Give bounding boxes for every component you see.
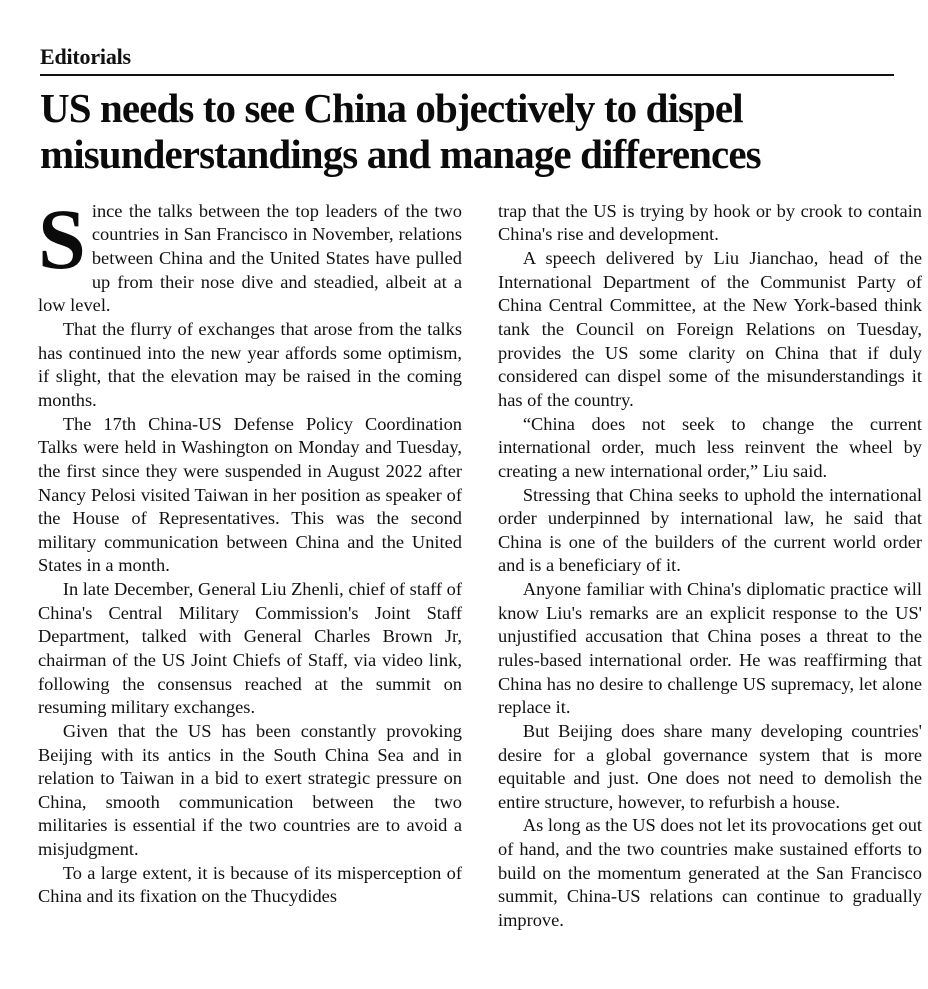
paragraph: Stressing that China seeks to uphold the international order underpinned by international law, he said that China is one of the builders of the current world order and is a beneficiary of it.: [498, 484, 922, 576]
left-column: [38, 190, 462, 933]
right-column: [498, 200, 922, 933]
paragraph: Given that the US has been constantly provoking Beijing with its antics in the South China Sea and in relation to Taiwan in a bid to exert strategic pressure on China, smooth communication between the two militaries is essential if the two countries are to avoid a misjudgment.: [38, 720, 462, 860]
page-title: US needs to see China objectively to dispel misunderstandings and manage differences: [40, 85, 761, 177]
paragraph: “China does not seek to change the current international order, much less reinvent the wheel by creating a new international order,” Liu said.: [498, 413, 922, 481]
paragraph: Anyone familiar with China's diplomatic practice will know Liu's remarks are an explicit response to the US' unjustified accusation that China poses a threat to the rules-based international order. He was reaffirming that China has no desire to challenge US supremacy, let alone replace it.: [498, 579, 922, 718]
paragraph: In late December, General Liu Zhenli, chief of staff of China's Central Military Commission's Joint Staff Department, talked with General Charles Brown Jr, chairman of the US Joint Chiefs of Staff, via video link, following the consensus reached at the summit on resuming military exchanges.: [38, 579, 462, 718]
paragraph: As long as the US does not let its provocations get out of hand, and the two countries make sustained efforts to build on the momentum generated at the San Francisco summit, China-US relations can continue to gradually improve.: [498, 815, 922, 931]
section-label: Editorials: [40, 44, 131, 69]
header-divider: [40, 74, 894, 76]
paragraph: That the flurry of exchanges that arose from the talks has continued into the new year affords some optimism, if slight, that the elevation may be raised in the coming months.: [38, 319, 462, 410]
paragraph: But Beijing does share many developing countries' desire for a global governance system that is more equitable and just. One does not need to demolish the entire structure, however, to refurbish a house.: [498, 720, 922, 812]
paragraph: A speech delivered by Liu Jianchao, head of the International Department of the Communist Party of China Central Committee, at the New York-based think tank the Council on Foreign Relations on Tuesday, provides the US some clarity on China that if duly considered can dispel some of the misunderstandings it has of the country.: [498, 248, 922, 410]
paragraph-lead: [38, 190, 462, 318]
dropcap: S: [38, 190, 86, 287]
paragraph: trap that the US is trying by hook or by crook to contain China's rise and development.: [498, 200, 922, 245]
article-columns: [38, 190, 922, 933]
paragraph-text: ince the talks between the top leaders of the two countries in San Francisco in November, relations between China and the United States have pulled up from their nose dive and steadied, albeit at a low level.: [38, 200, 462, 316]
paragraph: To a large extent, it is because of its misperception of China and its fixation on the Thucydides: [38, 862, 462, 907]
paragraph: The 17th China-US Defense Policy Coordination Talks were held in Washington on Monday and Tuesday, the first since they were suspended in August 2022 after Nancy Pelosi visited Taiwan in her position as speaker of the House of Representatives. This was the second military communication between China and the United States in a month.: [38, 413, 462, 576]
